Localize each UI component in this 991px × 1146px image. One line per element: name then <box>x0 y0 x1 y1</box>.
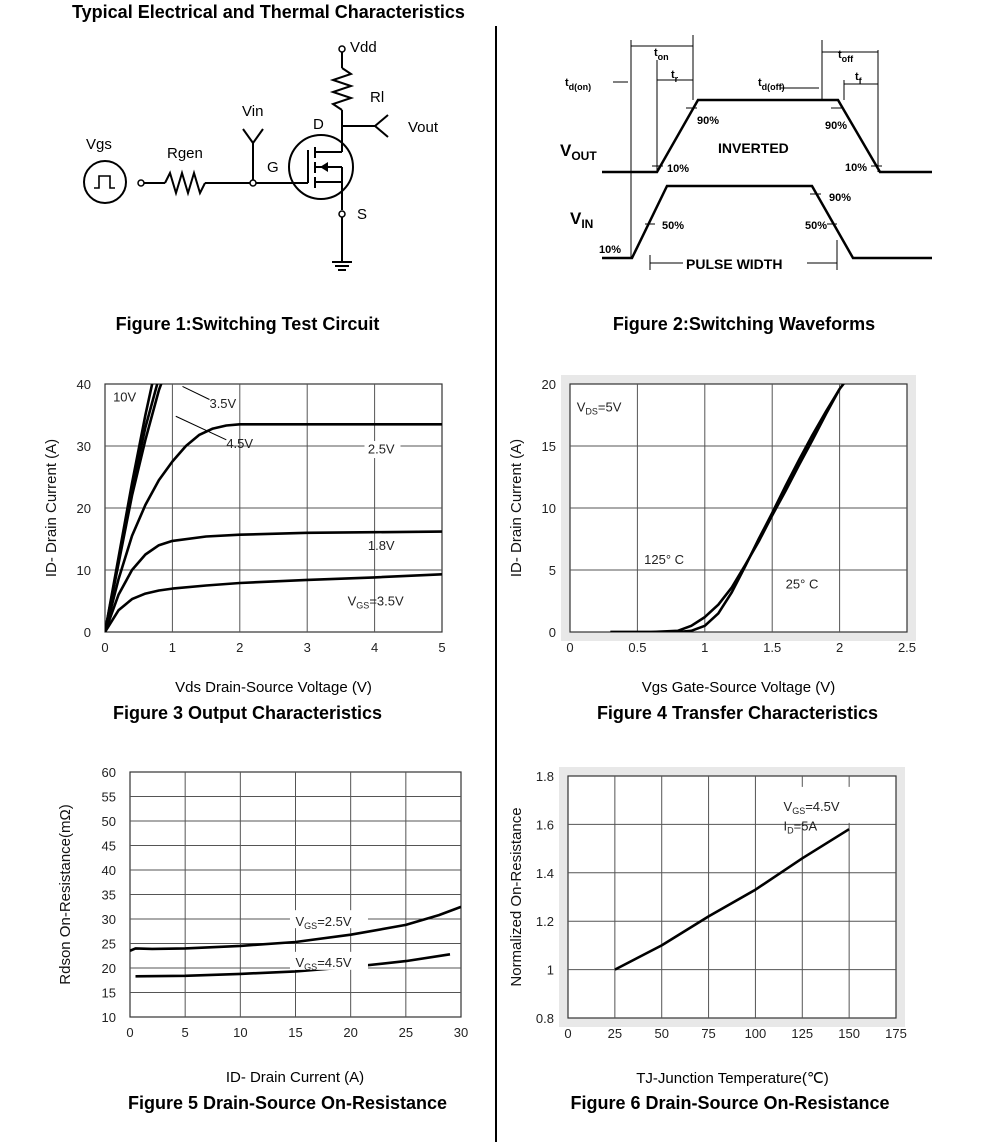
output-characteristics-chart <box>40 370 460 670</box>
y-tick-label: 15 <box>541 439 556 454</box>
fig3-caption: Figure 3 Output Characteristics <box>112 703 383 723</box>
pct-90-fall: 90% <box>825 120 848 132</box>
figure2-caption: Figure 2:Switching Waveforms <box>612 314 876 334</box>
y-tick-label: 0.8 <box>535 1011 554 1026</box>
rl-label: Rl <box>370 89 385 106</box>
label-2-5v: 2.5V <box>367 441 395 457</box>
x-tick-label: 1 <box>701 640 709 655</box>
column-divider <box>495 26 497 1142</box>
transfer-characteristics-chart <box>505 370 925 670</box>
vout-waveform-sub: OUT <box>571 149 597 163</box>
normalized-on-resistance-chart <box>505 760 925 1065</box>
y-tick-label: 15 <box>101 985 116 1001</box>
tr-sub: r <box>674 74 679 84</box>
label-1-8v: 1.8V <box>367 538 395 554</box>
y-tick-label: 20 <box>541 377 556 392</box>
rgen-label: Rgen <box>167 145 203 162</box>
y-axis-label: Rdson On-Resistance(mΩ) <box>57 804 74 985</box>
drain-label: D <box>313 116 324 133</box>
label-vgs-2-5v: $V_{GS}=2.5V$ <box>295 913 352 931</box>
vin-waveform-sub: IN <box>581 217 594 231</box>
fig6-caption: Figure 6 Drain-Source On-Resistance <box>570 1093 890 1113</box>
fig5-caption: Figure 5 Drain-Source On-Resistance <box>127 1093 448 1113</box>
x-tick-label: 25 <box>398 1025 414 1040</box>
x-tick-label: 30 <box>453 1025 469 1040</box>
y-tick-label: 45 <box>101 838 116 854</box>
x-tick-label: 3 <box>303 640 311 655</box>
y-tick-label: 30 <box>76 439 91 454</box>
pct-90-rise: 90% <box>697 115 720 127</box>
x-tick-label: 20 <box>343 1025 358 1040</box>
y-tick-label: 0 <box>83 625 91 640</box>
y-axis-label: ID- Drain Current (A) <box>508 438 525 578</box>
toff-sub: off <box>841 54 854 64</box>
x-tick-label: 150 <box>838 1026 860 1041</box>
svg-text:ton <box>654 47 669 62</box>
svg-text:tr <box>671 69 679 84</box>
vout-label: Vout <box>408 119 439 136</box>
vdd-label: Vdd <box>350 39 377 56</box>
tdon-sub: d(on) <box>568 82 592 92</box>
x-tick-label: 5 <box>438 640 446 655</box>
y-tick-label: 55 <box>101 789 116 805</box>
y-tick-label: 1.4 <box>535 865 554 881</box>
gate-label: G <box>267 159 279 176</box>
fig6-xlabel: TJ-Junction Temperature(℃) <box>636 1070 829 1087</box>
pct-90-vin: 90% <box>829 192 852 204</box>
pct-50-fall: 50% <box>805 220 828 232</box>
y-tick-label: 25 <box>101 936 116 952</box>
ton-sub: on <box>657 52 669 62</box>
x-tick-label: 75 <box>701 1026 716 1041</box>
label-id-5a: $I_D=5A$ <box>783 818 818 836</box>
vin-label: Vin <box>242 103 264 120</box>
pct-10-rise: 10% <box>667 163 690 175</box>
label-vgs-4-5v: $V_{GS}=4.5V$ <box>783 799 840 817</box>
y-tick-label: 30 <box>101 912 116 927</box>
tf-sub: f <box>858 76 862 86</box>
x-tick-label: 2 <box>835 640 844 655</box>
x-tick-label: 1 <box>168 640 177 655</box>
y-tick-label: 35 <box>101 887 116 903</box>
x-tick-label: 125 <box>791 1026 814 1041</box>
label-vgs-3-5v: $V_{GS}=3.5V$ <box>347 593 404 611</box>
x-tick-label: 0 <box>564 1026 572 1041</box>
x-tick-label: 4 <box>370 640 379 655</box>
switching-waveforms <box>555 30 940 280</box>
x-tick-label: 175 <box>885 1026 907 1041</box>
x-tick-label: 5 <box>181 1025 189 1040</box>
fig3-xlabel: Vds Drain-Source Voltage (V) <box>175 679 372 696</box>
fig5-xlabel: ID- Drain Current (A) <box>225 1069 365 1086</box>
on-resistance-vs-current-chart <box>50 760 490 1065</box>
label-3-5v: 3.5V <box>209 396 237 412</box>
vout-waveform-label: V <box>560 141 572 160</box>
x-tick-label: 0 <box>101 640 109 655</box>
ton-label: t <box>654 47 658 59</box>
svg-text:td(off) <box>758 77 785 92</box>
y-tick-label: 20 <box>76 501 91 516</box>
svg-text:td(on) <box>565 77 591 92</box>
label-25c: 25° C <box>785 576 819 592</box>
y-axis-label: ID- Drain Current (A) <box>43 438 60 578</box>
y-tick-label: 10 <box>541 501 556 516</box>
pulse-width-label: PULSE WIDTH <box>686 256 783 272</box>
tf-label: t <box>855 71 859 83</box>
y-tick-label: 5 <box>548 563 556 578</box>
source-label: S <box>357 206 368 223</box>
y-tick-label: 20 <box>101 961 116 976</box>
label-vds-5v: $V_{DS}=5V$ <box>576 399 622 417</box>
pct-50-rise: 50% <box>662 220 685 232</box>
tdoff-sub: d(off) <box>761 82 785 92</box>
y-tick-label: 50 <box>101 814 116 829</box>
figure1-caption: Figure 1:Switching Test Circuit <box>115 314 380 334</box>
label-10v: 10V <box>113 389 137 405</box>
page-title: Typical Electrical and Thermal Characteristics <box>72 2 465 22</box>
svg-text:VIN <box>570 209 593 231</box>
tdon-label: t <box>565 77 569 89</box>
x-tick-label: 100 <box>744 1026 767 1041</box>
pct-10-fall: 10% <box>845 162 868 174</box>
svg-text:VOUT <box>560 141 597 163</box>
x-tick-label: 0 <box>566 640 574 655</box>
y-tick-label: 40 <box>101 863 116 878</box>
x-tick-label: 1.5 <box>763 640 782 655</box>
x-tick-label: 10 <box>233 1025 248 1040</box>
fig4-caption: Figure 4 Transfer Characteristics <box>596 703 879 723</box>
y-tick-label: 60 <box>101 765 116 780</box>
x-tick-label: 0 <box>126 1025 134 1040</box>
y-tick-label: 1.8 <box>535 769 554 784</box>
svg-text:toff <box>838 49 854 64</box>
y-tick-label: 1.2 <box>535 914 554 930</box>
y-axis-label: Normalized On-Resistance <box>508 807 525 987</box>
x-tick-label: 0.5 <box>628 640 647 655</box>
y-tick-label: 1.6 <box>535 817 554 833</box>
x-tick-label: 2.5 <box>897 640 917 655</box>
y-tick-label: 0 <box>548 625 556 640</box>
switching-test-circuit <box>70 30 490 280</box>
y-tick-label: 10 <box>76 563 91 578</box>
y-tick-label: 40 <box>76 377 91 392</box>
toff-label: t <box>838 49 842 61</box>
vgs-label: Vgs <box>86 136 112 153</box>
pct-10-vin: 10% <box>599 244 622 256</box>
x-tick-label: 15 <box>288 1025 303 1040</box>
x-tick-label: 2 <box>236 640 244 655</box>
label-125c: 125° C <box>644 551 685 567</box>
y-tick-label: 1 <box>546 962 554 978</box>
y-tick-label: 10 <box>101 1010 116 1025</box>
label-4-5v: 4.5V <box>226 435 254 451</box>
tdoff-label: t <box>758 77 762 89</box>
label-vgs-4-5v: $V_{GS}=4.5V$ <box>295 955 352 973</box>
fig4-xlabel: Vgs Gate-Source Voltage (V) <box>641 679 836 696</box>
inverted-label: INVERTED <box>718 140 789 156</box>
x-tick-label: 50 <box>654 1026 669 1041</box>
tr-label: t <box>671 69 675 81</box>
x-tick-label: 25 <box>607 1026 623 1041</box>
vin-waveform-label: V <box>570 209 582 228</box>
